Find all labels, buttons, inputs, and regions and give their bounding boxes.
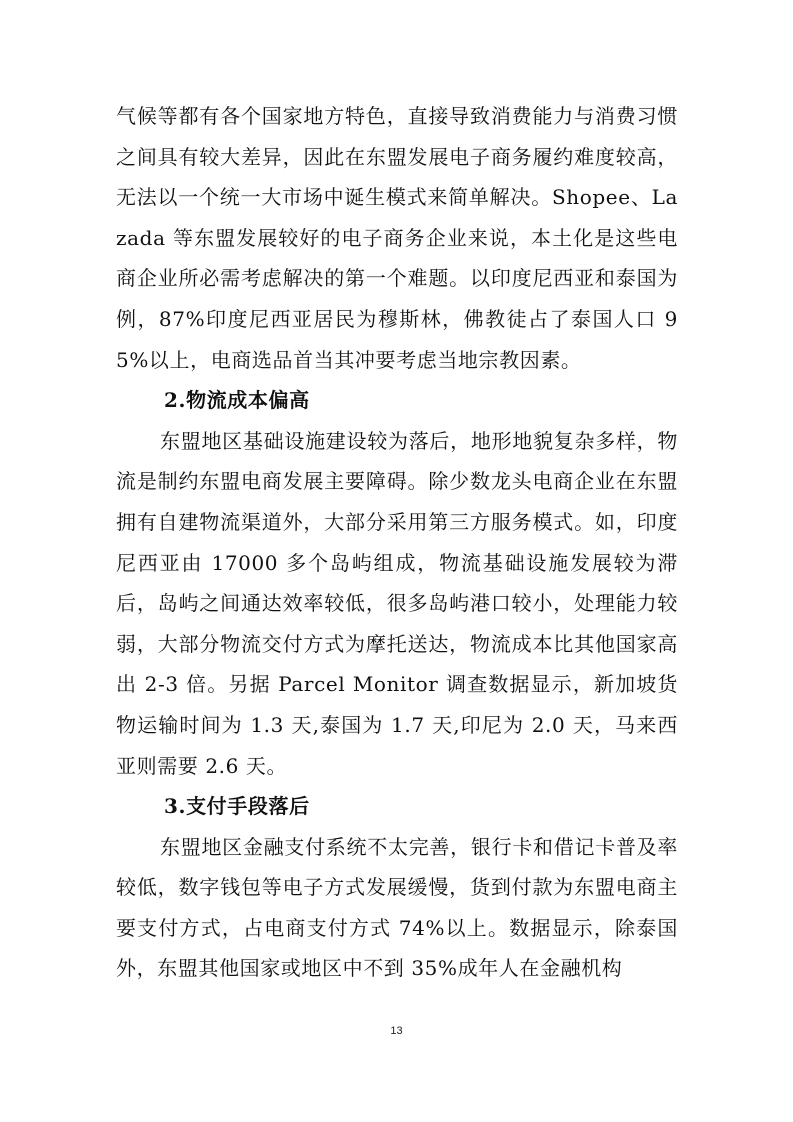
page-number: 13 bbox=[390, 1025, 403, 1037]
paragraph-payment: 东盟地区金融支付系统不太完善，银行卡和借记卡普及率较低，数字钱包等电子方式发展缓慢，货到付款为东盟电商主要支付方式，占电商支付方式 74%以上。数据显示，除泰国外，东盟其他国家或地区中不到 35%成年人在金融机构 bbox=[116, 834, 678, 981]
paragraph-logistics: 东盟地区基础设施建设较为落后，地形地貌复杂多样，物流是制约东盟电商发展主要障碍。除少数龙头电商企业在东盟拥有自建物流渠道外，大部分采用第三方服务模式。如，印度尼西亚由 17000 多个岛屿组成，物流基础设施发展较为滞后，岛屿之间通达效率较低，很多岛屿港口较小，处理能力较弱，大部分物流交付方式为摩托送达，物流成本比其他国家高出 2-3 倍。另据 Parcel Monitor 调查数据显示，新加坡货物运输时间为 1.3 天,泰国为 1.7 天,印尼为 2.0 天，马来西亚则需要 2.6 天。 bbox=[116, 428, 678, 778]
document-page bbox=[116, 96, 678, 989]
paragraph-localization: 气候等都有各个国家地方特色，直接导致消费能力与消费习惯之间具有较大差异，因此在东盟发展电子商务履约难度较高，无法以一个统一大市场中诞生模式来简单解决。Shopee、Lazada 等东盟发展较好的电子商务企业来说，本土化是这些电商企业所必需考虑解决的第一个难题。以印度尼西亚和泰国为例，87%印度尼西亚居民为穆斯林，佛教徒占了泰国人口 95%以上，电商选品首当其冲要考虑当地宗教因素。 bbox=[116, 104, 678, 372]
section-heading-logistics: 2.物流成本偏高 bbox=[164, 388, 310, 413]
section-heading-payment: 3.支付手段落后 bbox=[164, 794, 310, 819]
